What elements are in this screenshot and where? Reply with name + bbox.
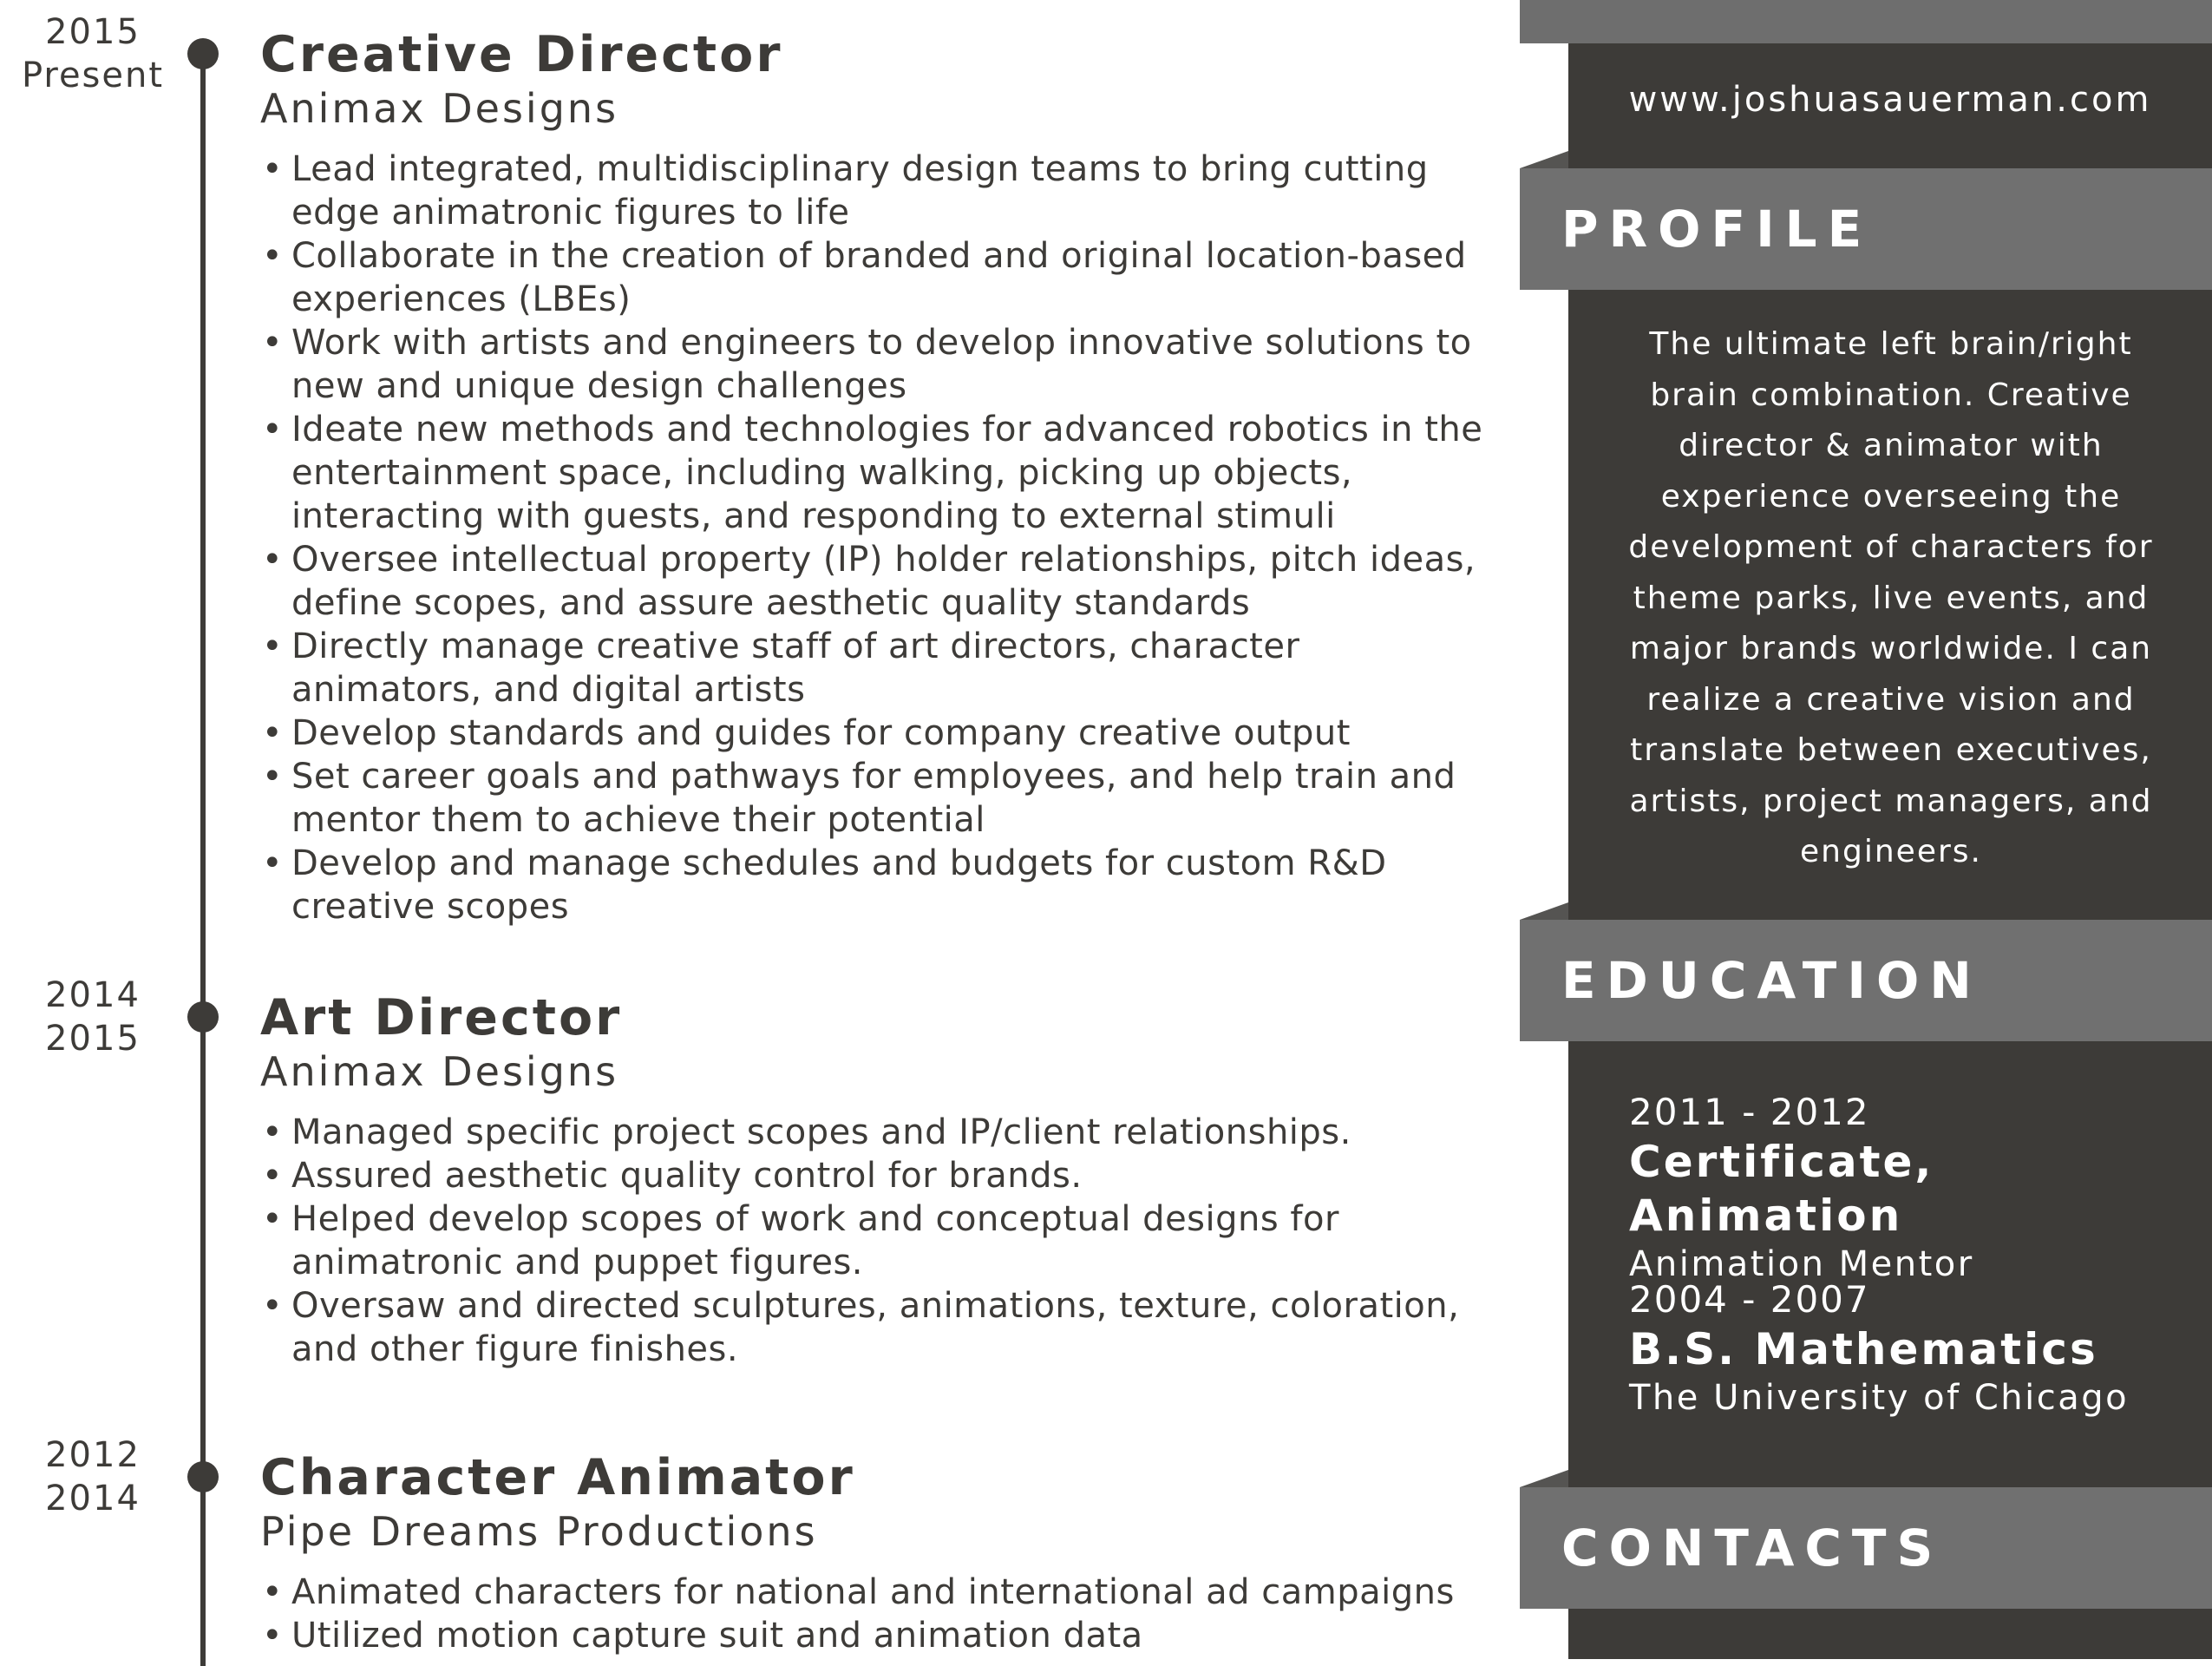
entry-date-start: 2015 <box>45 12 141 52</box>
bullet-item: • Oversee intellectual property (IP) holder relationships, pitch ideas, define scopes, and assure aesthetic quality standards <box>260 538 1497 625</box>
contacts-banner <box>1520 1487 2212 1609</box>
entry-body <box>260 26 1509 928</box>
bullet-item: • Assured aesthetic quality control for brands. <box>260 1154 1497 1197</box>
banner-fold <box>1520 902 1568 920</box>
bullet-list <box>260 148 1509 928</box>
bullet-item: • Managed specific project scopes and IP/client relationships. <box>260 1111 1497 1154</box>
entry-date-start: 2014 <box>45 975 141 1015</box>
entry-body <box>260 989 1509 1371</box>
bullet-item: • Lead integrated, multidisciplinary design teams to bring cutting edge animatronic figures to life <box>260 148 1497 234</box>
entry-body <box>260 1449 1509 1657</box>
bullet-list <box>260 1111 1509 1371</box>
company-name: Animax Designs <box>260 1048 619 1095</box>
entry-dates <box>0 974 186 1060</box>
timeline-dot <box>187 1001 219 1033</box>
banner-fold <box>1520 151 1568 168</box>
bullet-list <box>260 1571 1509 1657</box>
education-item <box>1629 1277 2202 1420</box>
bullet-item: • Develop and manage schedules and budgets for custom R&D creative scopes <box>260 842 1497 928</box>
bullet-item: • Helped develop scopes of work and conceptual designs for animatronic and puppet figures. <box>260 1197 1497 1284</box>
website-link[interactable]: www.joshuasauerman.com <box>1628 80 2152 120</box>
timeline-dot <box>187 1461 219 1492</box>
education-heading: EDUCATION <box>1561 951 1982 1010</box>
entry-date-start: 2012 <box>45 1435 141 1475</box>
timeline-dot <box>187 38 219 69</box>
education-years: 2004 - 2007 <box>1629 1278 1870 1321</box>
job-title: Character Animator <box>260 1449 855 1506</box>
profile-banner <box>1520 168 2212 290</box>
bullet-item: • Utilized motion capture suit and animation data <box>260 1614 1497 1657</box>
bullet-item: • Work with artists and engineers to develop innovative solutions to new and unique design challenges <box>260 321 1497 408</box>
education-degree: Certificate, Animation <box>1629 1137 1934 1241</box>
job-title: Creative Director <box>260 26 783 83</box>
bullet-item: • Oversaw and directed sculptures, animations, texture, coloration, and other figure finishes. <box>260 1284 1497 1371</box>
sidebar-top-strip <box>1520 0 2212 43</box>
education-degree: B.S. Mathematics <box>1629 1324 2098 1374</box>
entry-dates <box>0 1433 186 1520</box>
education-item <box>1629 1090 2202 1286</box>
bullet-item: • Animated characters for national and international ad campaigns <box>260 1571 1497 1614</box>
education-school: Animation Mentor <box>1629 1244 1974 1284</box>
bullet-item: • Directly manage creative staff of art directors, character animators, and digital artists <box>260 625 1497 712</box>
bullet-item: • Develop standards and guides for company creative output <box>260 712 1497 755</box>
job-title: Art Director <box>260 989 623 1046</box>
company-name: Pipe Dreams Productions <box>260 1508 818 1555</box>
contacts-heading: CONTACTS <box>1561 1518 1944 1577</box>
entry-dates <box>0 10 186 97</box>
education-years: 2011 - 2012 <box>1629 1091 1870 1133</box>
banner-fold <box>1520 1470 1568 1487</box>
profile-heading: PROFILE <box>1561 200 1873 259</box>
profile-text: The ultimate left brain/right brain combination. Creative director & animator with experience overseeing the development of characters for theme parks, live events, and major brands worldwide. I can realize a creative vision and translate between executives, artists, project managers, and engineers. <box>1628 326 2154 869</box>
bullet-item: • Collaborate in the creation of branded and original location-based experiences (LBEs) <box>260 234 1497 321</box>
bullet-item: • Set career goals and pathways for employees, and help train and mentor them to achieve their potential <box>260 755 1497 842</box>
entry-date-end: Present <box>21 56 165 95</box>
company-name: Animax Designs <box>260 85 619 132</box>
timeline-line <box>200 52 206 1666</box>
bullet-item: • Ideate new methods and technologies for advanced robotics in the entertainment space, including walking, picking up objects, interacting with guests, and responding to external stimuli <box>260 408 1497 538</box>
education-school: The University of Chicago <box>1629 1378 2130 1418</box>
entry-date-end: 2015 <box>45 1019 141 1059</box>
education-banner <box>1520 920 2212 1041</box>
entry-date-end: 2014 <box>45 1479 141 1518</box>
